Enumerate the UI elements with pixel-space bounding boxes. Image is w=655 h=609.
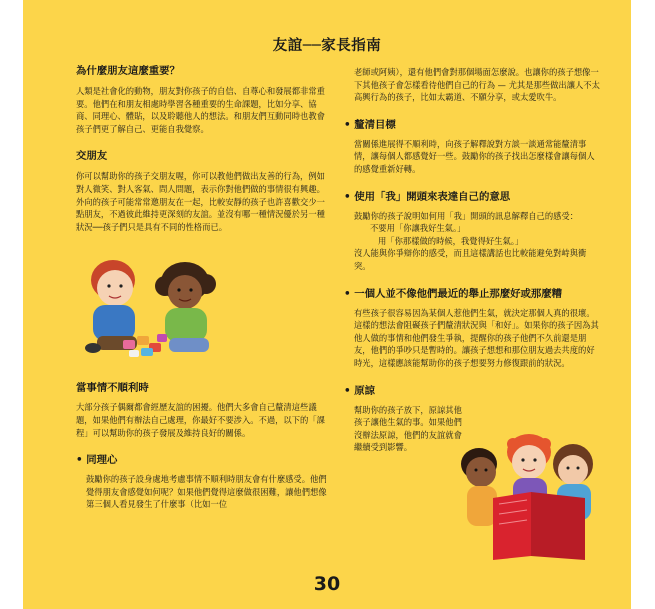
kids-puzzle-illustration [53, 250, 243, 360]
page [23, 0, 631, 609]
heading-clarify-goals: • 釐清目標 [344, 118, 396, 131]
paragraph-forgive: 幫助你的孩子放下，原諒其他孩子讓他生氣的事。如果他們沒辦法原諒，他們的友誼就會繼續受到影響。 [354, 404, 462, 453]
heading-forgive: • 原諒 [344, 384, 376, 397]
heading-i-messages: • 使用「我」開頭來表達自己的意思 [344, 190, 511, 203]
page-title: 友誼──家長指南 [272, 38, 382, 54]
heading-when-things-go-wrong: 當事情不順利時 [76, 382, 149, 395]
paragraph-not-that-good-or-bad: 有些孩子很容易因為某個人惹他們生氣，就決定那個人真的很壞。這樣的想法會阻礙孩子們釐清狀況與「和好」。如果你的孩子因為其他人做的事情和他們發生爭執，提醒你的孩子他們不久前還是朋友，他們的爭吵只是暫時的。讓孩子想想和那位朋友過去共度的好時光，這樣應該能幫助你的孩子想要努力修復跟前的狀況。 [354, 307, 599, 368]
paragraph-why-friends: 人類是社會化的動物，朋友對你孩子的自信、自尊心和發展都非常重要。他們在和朋友相處時學習各種重要的生命課題，比如分享、協商、同理心、體貼，以及聆聽他人的想法。和朋友們互動同時也教會孩子們更了解自己、更能自我覺察。 [76, 86, 325, 134]
paragraph-i-messages: 鼓勵你的孩子說明如何用「我」開頭的訊息解釋自己的感受： [354, 210, 579, 221]
paragraph-clarify-goals: 當關係進展得不順利時，向孩子解釋說對方談一談通常能釐清事情，讓每個人都感覺好一些。鼓勵你的孩子找出怎麼樣會讓每個人的感覺重新好轉。 [354, 138, 595, 174]
heading-not-that-good-or-bad: • 一個人並不像他們最近的舉止那麼好或那麼糟 [344, 287, 563, 300]
heading-making-friends: 交朋友 [76, 150, 108, 163]
kids-reading-illustration [453, 422, 603, 562]
right-column [344, 66, 600, 454]
heading-why-friends: 為什麼朋友這麼重要？ [76, 65, 180, 77]
paragraph-empathy: 鼓勵你的孩子設身處地考慮事情不順利時朋友會有什麼感受。他們覺得朋友會感覺如何呢？如果他們覺得這麼做很困難，讓他們想像第三個人看見發生了什麼事（比如一位 [86, 474, 327, 510]
example-dont-say: 不要用「你讓我好生氣。」 [370, 223, 466, 234]
paragraph-empathy-continued: 老師或阿姨），還有他們會對那個場面怎麼說。也讓你的孩子想像一下其他孩子會怎樣看待他們自己的行為 — 尤其是那些做出讓人不太高興行為的孩子，比如太霸道、不願分享，或太愛吹牛。 [354, 67, 600, 103]
paragraph-i-messages-2: 沒人能與你爭辯你的感受，而且這樣講話也比較能避免對峙與衝突。 [354, 248, 587, 271]
page-number: 30 [313, 573, 341, 595]
paragraph-when-things-go-wrong: 大部分孩子偶爾都會經歷友誼的困擾。他們大多會自己釐清這些議題，如果他們有辦法自己處理，你最好不要涉入。不過，以下的「課程」可以幫助你的孩子發展及維持良好的關係。 [76, 402, 325, 438]
heading-empathy: • 同理心 [76, 454, 118, 467]
paragraph-making-friends: 你可以幫助你的孩子交朋友喔，你可以教他們做出友善的行為，例如對人微笑、對人客氣、問人問題，表示你對他們做的事情很有興趣。外向的孩子可能常常邀朋友在一起，比較安靜的孩子也許喜歡交少一點朋友，不過彼此維持更深刻的友誼。並沒有哪一種情況優於另一種狀況──孩子們只是具有不同的性格而已。 [76, 171, 325, 232]
example-do-say: 用「你那樣做的時候，我覺得好生氣。」 [378, 235, 524, 246]
